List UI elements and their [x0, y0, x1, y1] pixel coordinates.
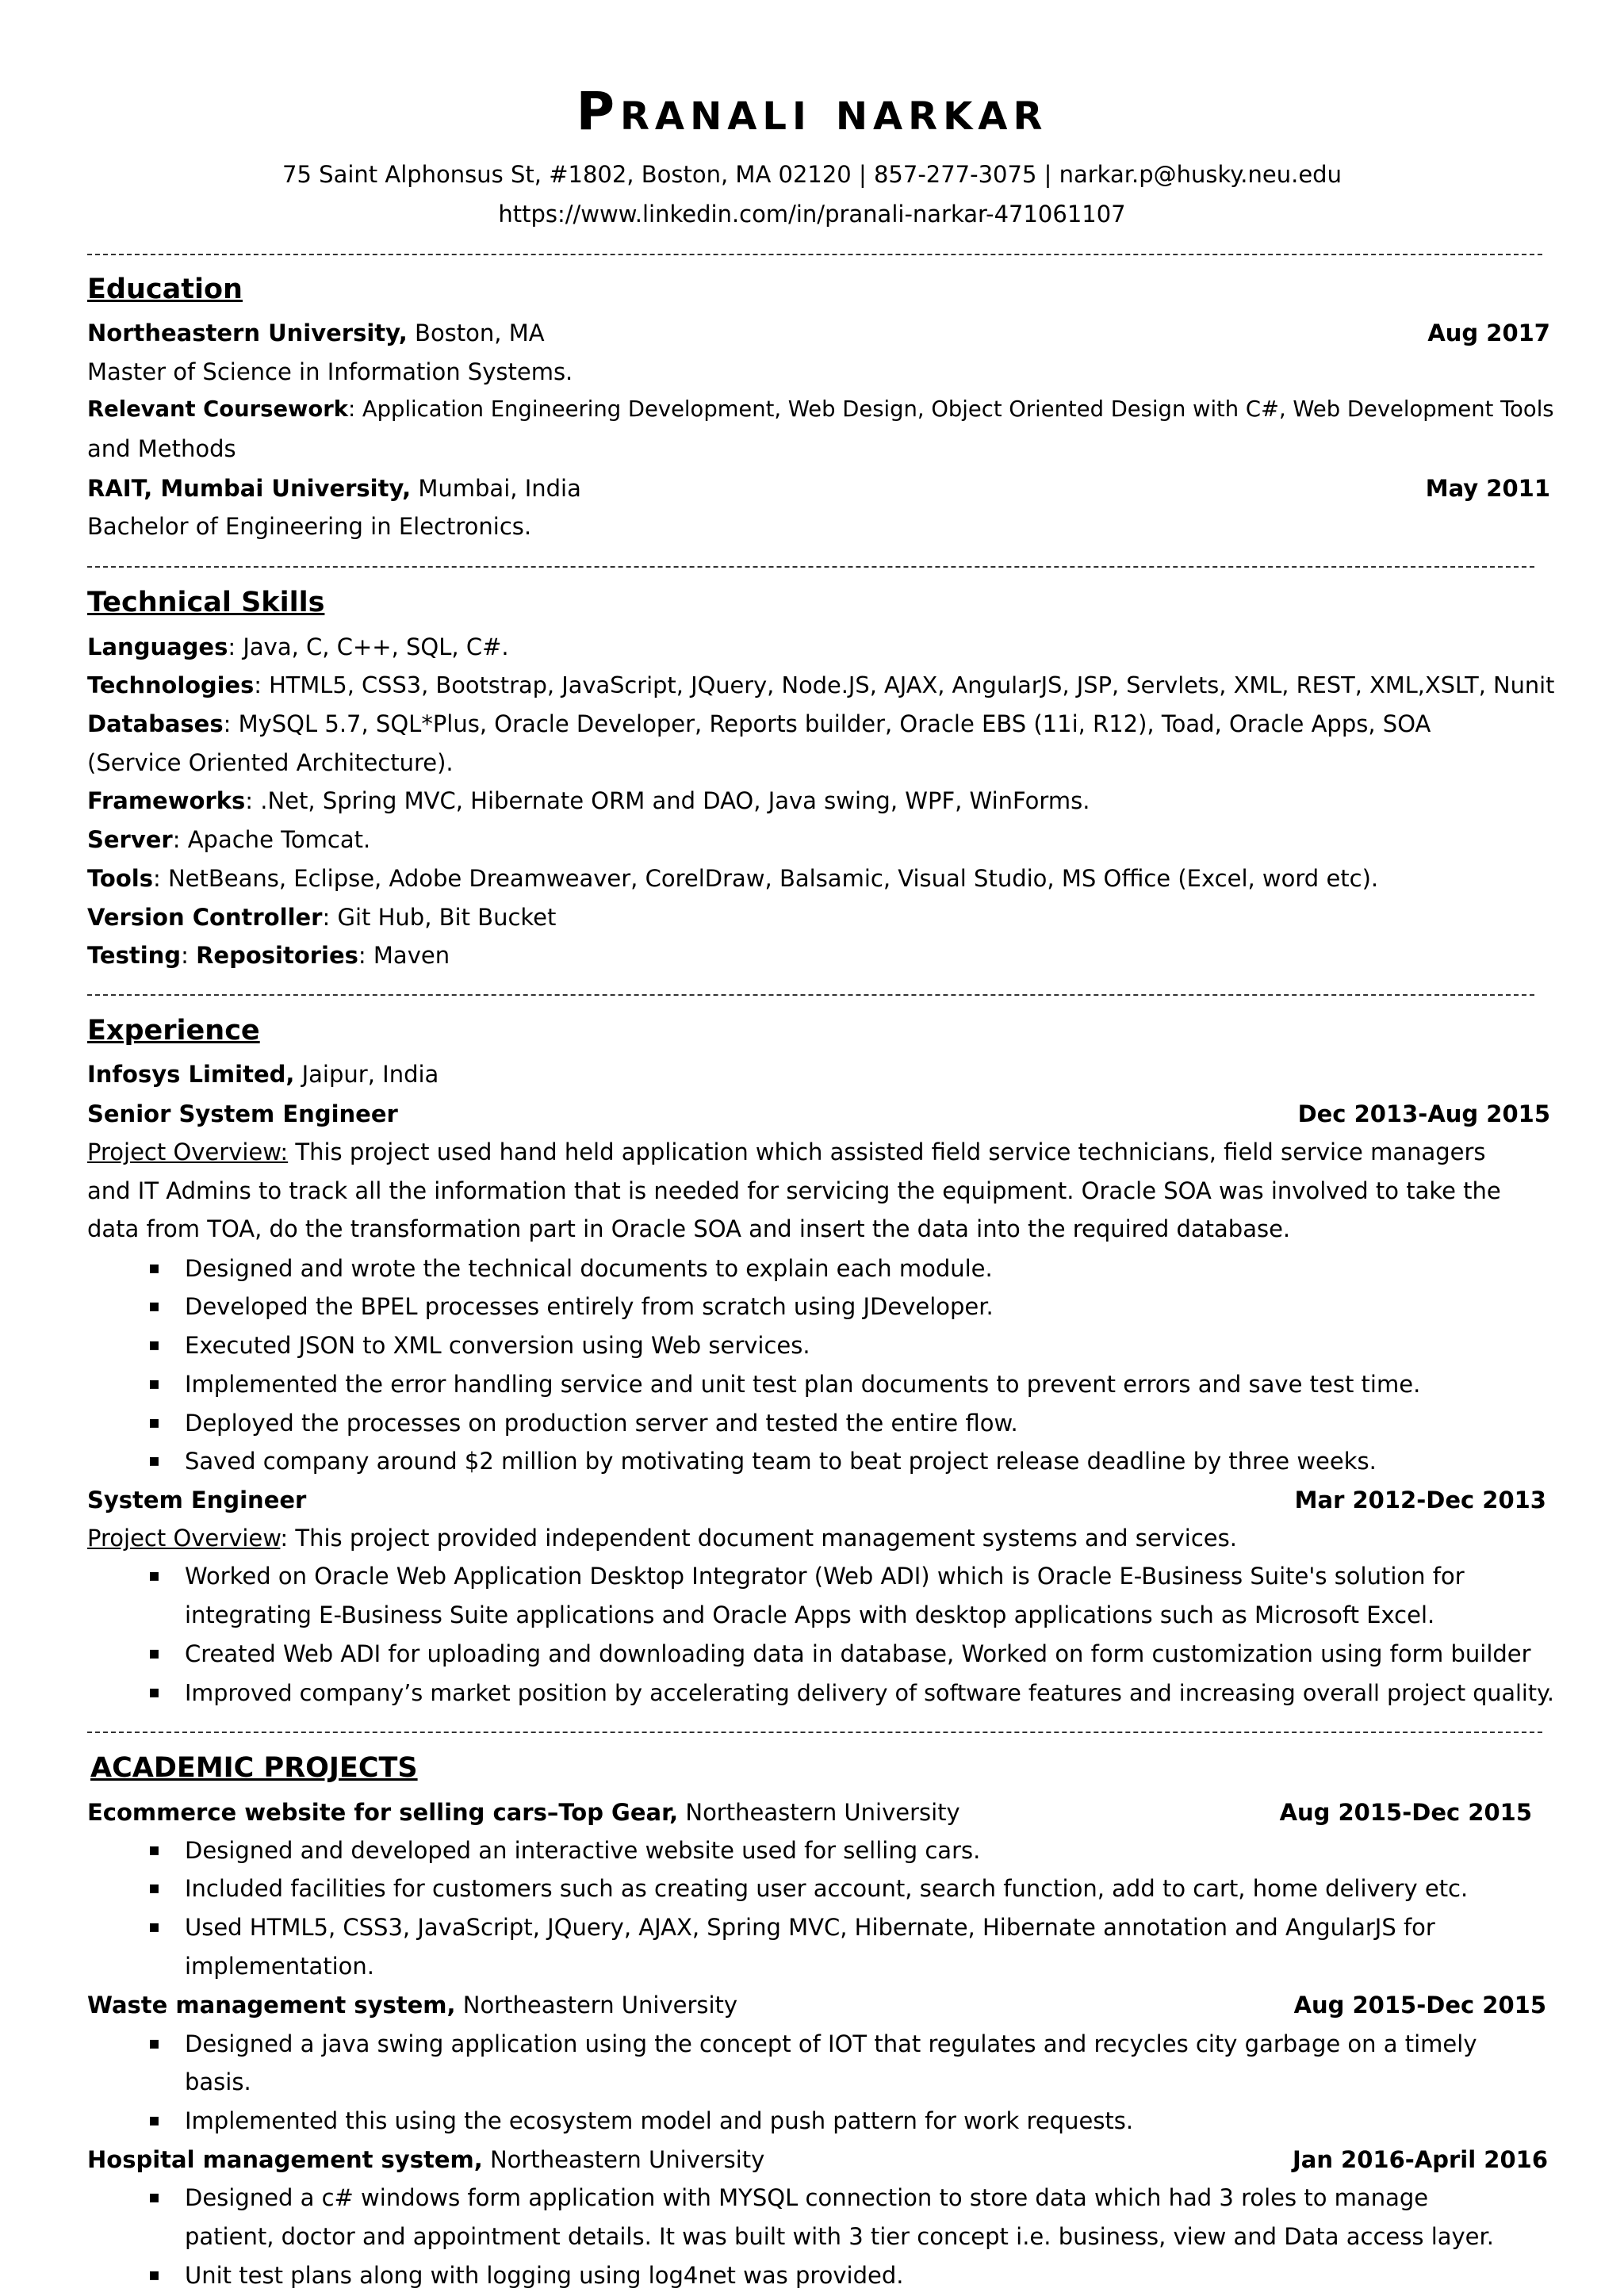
- edu-neu-line: Northeastern University, Boston, MA: [87, 320, 545, 346]
- contact-line: 75 Saint Alphonsus St, #1802, Boston, MA 02120 | 857-277-3075 | narkar.p@husky.neu.edu: [282, 161, 1342, 188]
- skills-technologies: Technologies: HTML5, CSS3, Bootstrap, JavaScript, JQuery, Node.JS, AJAX, AngularJS, JSP, Servlets, XML, REST, XML,XSLT, Nunit: [87, 672, 1555, 698]
- linkedin-url: https://www.linkedin.com/in/pranali-narkar-471061107: [498, 201, 1126, 228]
- bullet-icon: ▪: [148, 1917, 160, 1937]
- bullet-icon: ▪: [148, 1335, 160, 1355]
- bullet-icon: ▪: [148, 2187, 160, 2207]
- list-item: Worked on Oracle Web Application Desktop Integrator (Web ADI) which is Oracle E-Business Suite's solution for: [185, 1563, 1465, 1590]
- project-3-title: Hospital management system, Northeastern University: [87, 2146, 765, 2173]
- list-item: Included facilities for customers such as creating user account, search function, add to cart, home delivery etc.: [185, 1875, 1469, 1902]
- edu-neu-degree: Master of Science in Information Systems.: [87, 358, 573, 385]
- edu-rait-degree: Bachelor of Engineering in Electronics.: [87, 513, 532, 540]
- candidate-name: PRANALI NARKAR: [576, 81, 1048, 142]
- list-item: Developed the BPEL processes entirely from scratch using JDeveloper.: [185, 1293, 994, 1320]
- list-item: Designed a c# windows form application with MYSQL connection to store data which had 3 roles to manage: [185, 2184, 1429, 2211]
- list-item: Executed JSON to XML conversion using Web services.: [185, 1332, 810, 1359]
- skills-databases: Databases: MySQL 5.7, SQL*Plus, Oracle Developer, Reports builder, Oracle EBS (11i, R12), Toad, Oracle Apps, SOA: [87, 710, 1431, 737]
- list-item-cont: implementation.: [185, 1953, 374, 1980]
- experience-heading: Experience: [87, 1015, 260, 1047]
- bullet-icon: ▪: [148, 1644, 160, 1663]
- project-1-date: Aug 2015-Dec 2015: [1279, 1799, 1532, 1826]
- skills-frameworks: Frameworks: .Net, Spring MVC, Hibernate ORM and DAO, Java swing, WPF, WinForms.: [87, 787, 1090, 814]
- project-2-date: Aug 2015-Dec 2015: [1293, 1992, 1546, 2019]
- section-divider: [87, 254, 1542, 255]
- edu-rait-date: May 2011: [1425, 475, 1550, 502]
- bullet-icon: ▪: [148, 1413, 160, 1433]
- list-item: Designed and wrote the technical documents to explain each module.: [185, 1255, 993, 1282]
- list-item: Implemented the error handling service and unit test plan documents to prevent errors and save test time.: [185, 1371, 1421, 1398]
- bullet-icon: ▪: [148, 1258, 160, 1278]
- list-item: Used HTML5, CSS3, JavaScript, JQuery, AJAX, Spring MVC, Hibernate, Hibernate annotation and AngularJS for: [185, 1914, 1435, 1941]
- list-item: Implemented this using the ecosystem model and push pattern for work requests.: [185, 2107, 1134, 2134]
- exp-company: Infosys Limited, Jaipur, India: [87, 1061, 439, 1088]
- skills-server: Server: Apache Tomcat.: [87, 826, 371, 853]
- bullet-icon: ▪: [148, 2265, 160, 2285]
- section-divider: [87, 994, 1534, 996]
- edu-neu-date: Aug 2017: [1427, 320, 1550, 346]
- list-item: Saved company around $2 million by motivating team to beat project release deadline by three weeks.: [185, 1448, 1377, 1475]
- bullet-icon: ▪: [148, 1840, 160, 1860]
- bullet-icon: ▪: [148, 1451, 160, 1471]
- skills-languages: Languages: Java, C, C++, SQL, C#.: [87, 633, 509, 660]
- education-heading: Education: [87, 274, 243, 305]
- section-divider: [87, 1732, 1542, 1733]
- exp-role-senior: Senior System Engineer: [87, 1100, 398, 1127]
- projects-heading: ACADEMIC PROJECTS: [90, 1752, 418, 1784]
- bullet-icon: ▪: [148, 1878, 160, 1898]
- bullet-icon: ▪: [148, 1374, 160, 1394]
- edu-coursework: Relevant Coursework: Application Engineering Development, Web Design, Object Oriented Design with C#, Web Development Tools: [87, 397, 1554, 422]
- skills-heading: Technical Skills: [87, 587, 325, 618]
- list-item: Created Web ADI for uploading and downloading data in database, Worked on form customization using form builder: [185, 1640, 1531, 1667]
- skills-databases-cont: (Service Oriented Architecture).: [87, 749, 454, 776]
- exp-role2-overview: Project Overview: This project provided independent document management systems and services.: [87, 1525, 1237, 1552]
- exp-role1-overview: Project Overview: This project used hand held application which assisted field service technicians, field service managers: [87, 1138, 1486, 1165]
- edu-coursework-cont: and Methods: [87, 435, 236, 462]
- list-item: Designed a java swing application using the concept of IOT that regulates and recycles city garbage on a timely: [185, 2030, 1477, 2057]
- project-3-date: Jan 2016-April 2016: [1292, 2146, 1548, 2173]
- bullet-icon: ▪: [148, 2110, 160, 2130]
- list-item: Designed and developed an interactive website used for selling cars.: [185, 1837, 981, 1864]
- list-item-cont: integrating E-Business Suite applications and Oracle Apps with desktop applications such as Microsoft Excel.: [185, 1601, 1435, 1628]
- exp-role-system: System Engineer: [87, 1487, 307, 1513]
- project-2-title: Waste management system, Northeastern University: [87, 1992, 738, 2019]
- project-1-title: Ecommerce website for selling cars–Top Gear, Northeastern University: [87, 1799, 960, 1826]
- section-divider: [87, 566, 1534, 568]
- list-item-cont: basis.: [185, 2068, 251, 2095]
- bullet-icon: ▪: [148, 1682, 160, 1702]
- skills-testing: Testing: Repositories: Maven: [87, 942, 450, 969]
- bullet-icon: ▪: [148, 2034, 160, 2053]
- list-item: Improved company’s market position by accelerating delivery of software features and increasing overall project quality.: [185, 1679, 1554, 1706]
- exp-role1-overview-2: and IT Admins to track all the information that is needed for servicing the equipment. Oracle SOA was involved to take the: [87, 1177, 1501, 1204]
- list-item: Deployed the processes on production server and tested the entire flow.: [185, 1410, 1018, 1437]
- skills-tools: Tools: NetBeans, Eclipse, Adobe Dreamweaver, CorelDraw, Balsamic, Visual Studio, MS Office (Excel, word etc).: [87, 865, 1379, 892]
- exp-role-system-date: Mar 2012-Dec 2013: [1294, 1487, 1546, 1513]
- edu-rait-line: RAIT, Mumbai University, Mumbai, India: [87, 475, 581, 502]
- bullet-icon: ▪: [148, 1566, 160, 1586]
- list-item: Unit test plans along with logging using log4net was provided.: [185, 2262, 904, 2289]
- exp-role1-overview-3: data from TOA, do the transformation part in Oracle SOA and insert the data into the required database.: [87, 1215, 1291, 1242]
- bullet-icon: ▪: [148, 1296, 160, 1316]
- exp-role-senior-date: Dec 2013-Aug 2015: [1297, 1100, 1550, 1127]
- skills-version-controller: Version Controller: Git Hub, Bit Bucket: [87, 904, 557, 931]
- list-item-cont: patient, doctor and appointment details. It was built with 3 tier concept i.e. business, view and Data access layer.: [185, 2223, 1495, 2250]
